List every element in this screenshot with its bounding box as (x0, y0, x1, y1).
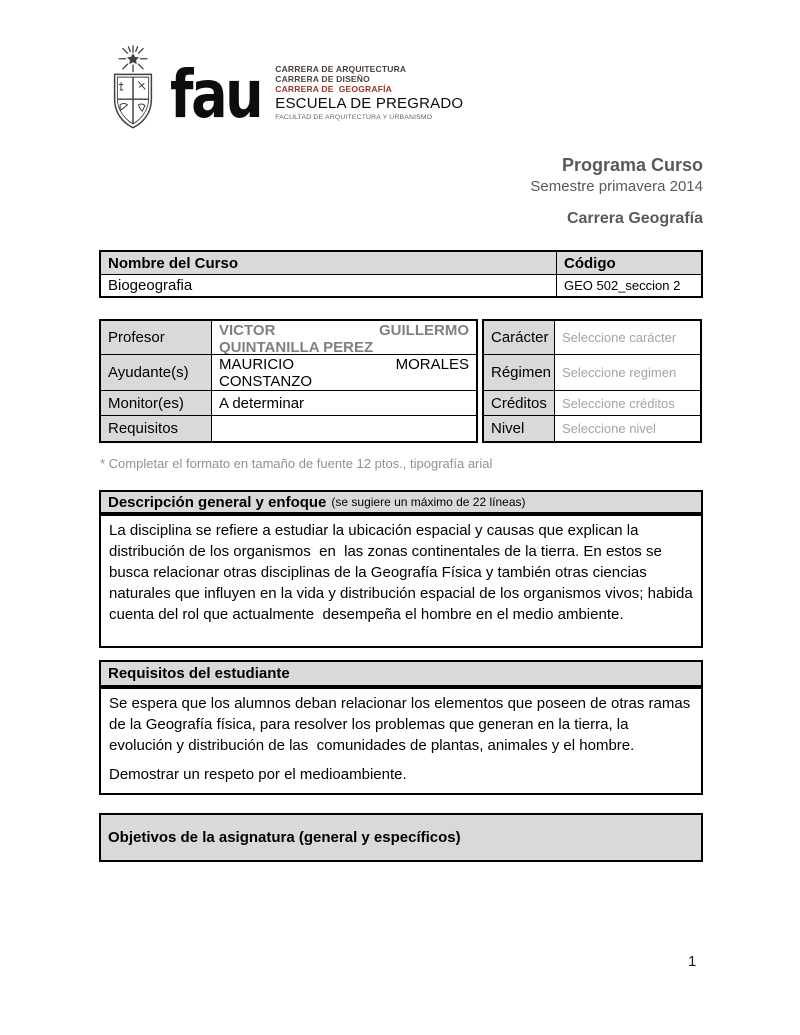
assistant-first-name: MAURICIO (219, 356, 294, 373)
assistant-name-line1 (219, 356, 469, 373)
course-attributes-table (482, 319, 702, 443)
logo-career-arquitectura: CARRERA DE ARQUITECTURA (275, 64, 407, 74)
document-title: Programa Curso (561, 155, 703, 175)
page-number: 1 (688, 953, 697, 970)
credits-select[interactable]: Seleccione créditos (555, 391, 700, 416)
professor-value[interactable] (212, 321, 476, 355)
monitor-value[interactable]: A determinar (212, 391, 476, 416)
professor-name-line1 (219, 322, 469, 339)
format-footnote: * Completar el formato en tamaño de fuente 12 ptos., tipografía arial (100, 456, 493, 471)
university-crest-icon (106, 44, 160, 136)
monitor-label: Monitor(es) (101, 391, 212, 416)
credits-label: Créditos (484, 391, 555, 416)
character-label: Carácter (484, 321, 555, 355)
fau-logotype: fau (170, 56, 262, 133)
assistant-value[interactable] (212, 355, 476, 391)
assistant-name-line2: CONSTANZO (219, 373, 313, 390)
requirements-paragraph-2: Demostrar un respeto por el medioambiente. (109, 766, 407, 783)
course-code-header: Código (557, 252, 701, 275)
description-note: (se sugiere un máximo de 22 líneas) (331, 495, 526, 509)
career-title: Carrera Geografía (566, 210, 703, 227)
objectives-title: Objetivos de la asignatura (general y específicos) (108, 829, 461, 846)
character-select[interactable]: Seleccione carácter (555, 321, 700, 355)
level-select[interactable]: Seleccione nivel (562, 421, 656, 436)
logo-school-name: ESCUELA DE PREGRADO (275, 95, 464, 112)
course-table (99, 250, 703, 298)
level-label: Nivel (484, 416, 555, 441)
regime-select[interactable]: Seleccione regimen (555, 355, 700, 391)
course-code-value[interactable]: GEO 502_seccion 2 (564, 278, 681, 293)
course-name-value[interactable]: Biogeografia (101, 275, 557, 296)
prerequisites-label: Requisitos (101, 416, 212, 441)
description-text: La disciplina se refiere a estudiar la ubicación espacial y causas que explican la distribución de los organismos en las zonas continentales de la tierra. En estos se busca relacionar otras disciplinas de la Geografía Física y también otras ciencias naturales que influyen en la vida y distribución espacial de los organismos vivos; habida cuenta del rol que actualmente desempeña el hombre en el medio ambiente. (109, 522, 697, 623)
semester-subtitle: Semestre primavera 2014 (530, 178, 703, 195)
objectives-section-header (99, 813, 703, 862)
professor-name-line2: QUINTANILLA PEREZ (219, 339, 374, 355)
title-block (530, 155, 703, 228)
professor-label: Profesor (101, 321, 212, 355)
fau-logo (106, 44, 464, 136)
course-name-header: Nombre del Curso (101, 252, 557, 275)
professor-middle-name: GUILLERMO (379, 322, 469, 339)
description-box[interactable] (99, 514, 703, 648)
logo-text-block (275, 44, 464, 122)
description-title: Descripción general y enfoque (108, 493, 327, 511)
requirements-title: Requisitos del estudiante (108, 665, 290, 682)
professor-first-name: VICTOR (219, 322, 276, 339)
course-info-tables (99, 319, 702, 443)
star-shape (127, 53, 139, 64)
logo-career-geografia: CARRERA DE GEOGRAFÍA (275, 84, 393, 94)
requirements-section-header (99, 660, 703, 687)
logo-career-diseno: CARRERA DE DISEÑO (275, 74, 370, 84)
regime-label: Régimen (484, 355, 555, 391)
description-section-header (99, 490, 703, 514)
requirements-paragraph-1: Se espera que los alumnos deban relacionar los elementos que poseen de otras ramas de la Geografía física, para resolver los problemas que generan en la tierra, la evolución y distribución de las comunidades de plantas, animales y el hombre. (109, 695, 695, 754)
assistant-label: Ayudante(s) (101, 355, 212, 391)
logo-faculty-name: FACULTAD DE ARQUITECTURA Y URBANISMO (275, 114, 433, 121)
prerequisites-value[interactable] (212, 416, 476, 441)
requirements-box[interactable] (99, 687, 703, 795)
assistant-middle-name: MORALES (395, 356, 469, 373)
staff-table (99, 319, 478, 443)
